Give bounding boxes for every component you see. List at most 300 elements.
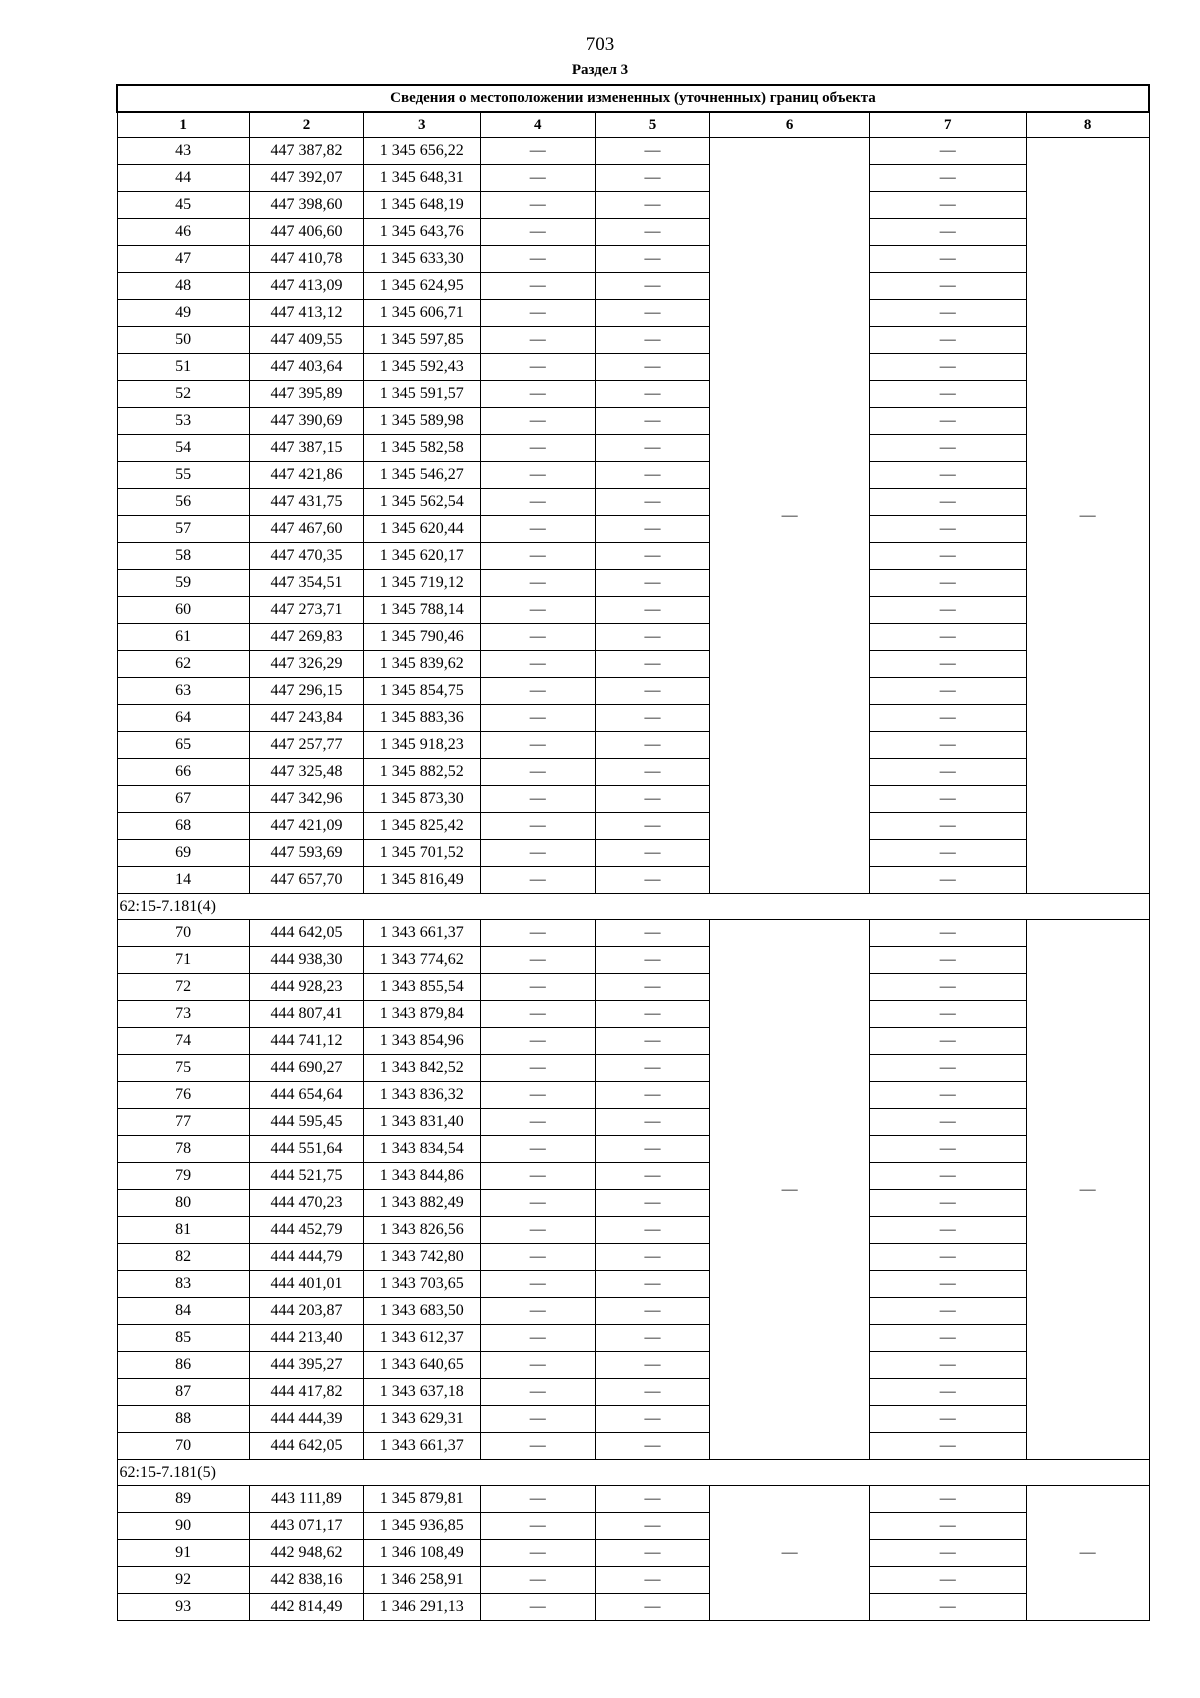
coordinate-y: 1 345 790,46	[364, 624, 480, 651]
column-5-value: —	[595, 678, 709, 705]
coordinate-x: 444 203,87	[249, 1298, 363, 1325]
coordinate-x: 444 928,23	[249, 974, 363, 1001]
point-number: 47	[117, 246, 249, 273]
column-7-value: —	[869, 219, 1026, 246]
point-number: 91	[117, 1540, 249, 1567]
column-5-value: —	[595, 813, 709, 840]
table-row	[117, 1540, 1149, 1567]
table-row	[117, 1379, 1149, 1406]
table-row	[117, 840, 1149, 867]
column-7-value: —	[869, 273, 1026, 300]
coordinate-x: 447 392,07	[249, 165, 363, 192]
point-number: 51	[117, 354, 249, 381]
coordinate-y: 1 343 637,18	[364, 1379, 480, 1406]
table-row	[117, 273, 1149, 300]
column-4-value: —	[480, 570, 595, 597]
column-5-value: —	[595, 381, 709, 408]
column-6-merged-value: —	[710, 920, 870, 1460]
column-number-row	[117, 112, 1149, 138]
column-5-value: —	[595, 947, 709, 974]
coordinate-x: 447 593,69	[249, 840, 363, 867]
coordinate-x: 447 257,77	[249, 732, 363, 759]
column-7-value: —	[869, 1082, 1026, 1109]
column-7-value: —	[869, 1325, 1026, 1352]
coordinate-x: 447 325,48	[249, 759, 363, 786]
table-row	[117, 489, 1149, 516]
coordinate-y: 1 345 648,19	[364, 192, 480, 219]
column-7-value: —	[869, 1055, 1026, 1082]
coordinate-y: 1 345 918,23	[364, 732, 480, 759]
column-5-value: —	[595, 543, 709, 570]
group-label: 62:15-7.181(4)	[117, 894, 1149, 920]
coordinate-y: 1 345 624,95	[364, 273, 480, 300]
column-5-value: —	[595, 1433, 709, 1460]
column-number-2: 2	[249, 112, 363, 138]
table-row	[117, 1486, 1149, 1513]
table-row	[117, 543, 1149, 570]
column-4-value: —	[480, 624, 595, 651]
column-4-value: —	[480, 543, 595, 570]
column-5-value: —	[595, 138, 709, 165]
column-7-value: —	[869, 435, 1026, 462]
column-5-value: —	[595, 219, 709, 246]
column-7-value: —	[869, 974, 1026, 1001]
point-number: 87	[117, 1379, 249, 1406]
column-7-value: —	[869, 1379, 1026, 1406]
table-row	[117, 1594, 1149, 1621]
table-row	[117, 651, 1149, 678]
point-number: 70	[117, 920, 249, 947]
coordinate-y: 1 343 742,80	[364, 1244, 480, 1271]
coordinate-x: 447 421,86	[249, 462, 363, 489]
coordinate-x: 447 296,15	[249, 678, 363, 705]
column-5-value: —	[595, 759, 709, 786]
table-row	[117, 1406, 1149, 1433]
column-4-value: —	[480, 597, 595, 624]
coordinate-x: 447 326,29	[249, 651, 363, 678]
coordinate-y: 1 346 291,13	[364, 1594, 480, 1621]
table-row	[117, 327, 1149, 354]
table-row	[117, 1001, 1149, 1028]
column-4-value: —	[480, 1406, 595, 1433]
column-7-value: —	[869, 1513, 1026, 1540]
column-5-value: —	[595, 974, 709, 1001]
point-number: 81	[117, 1217, 249, 1244]
column-5-value: —	[595, 1352, 709, 1379]
coordinate-y: 1 345 816,49	[364, 867, 480, 894]
column-4-value: —	[480, 840, 595, 867]
point-number: 45	[117, 192, 249, 219]
table-row	[117, 732, 1149, 759]
coordinate-x: 447 395,89	[249, 381, 363, 408]
coordinate-y: 1 345 882,52	[364, 759, 480, 786]
column-7-value: —	[869, 947, 1026, 974]
column-7-value: —	[869, 165, 1026, 192]
coordinate-y: 1 343 879,84	[364, 1001, 480, 1028]
point-number: 74	[117, 1028, 249, 1055]
column-7-value: —	[869, 462, 1026, 489]
column-4-value: —	[480, 1082, 595, 1109]
table-row	[117, 867, 1149, 894]
coordinate-x: 444 551,64	[249, 1136, 363, 1163]
column-5-value: —	[595, 354, 709, 381]
point-number: 88	[117, 1406, 249, 1433]
column-7-value: —	[869, 408, 1026, 435]
coordinate-x: 447 354,51	[249, 570, 363, 597]
column-7-value: —	[869, 138, 1026, 165]
table-row	[117, 1136, 1149, 1163]
table-row	[117, 354, 1149, 381]
coordinate-y: 1 343 844,86	[364, 1163, 480, 1190]
table-body	[117, 85, 1149, 1621]
column-4-value: —	[480, 920, 595, 947]
column-5-value: —	[595, 273, 709, 300]
coordinate-y: 1 345 620,44	[364, 516, 480, 543]
point-number: 85	[117, 1325, 249, 1352]
table-row	[117, 813, 1149, 840]
point-number: 50	[117, 327, 249, 354]
coordinate-y: 1 345 879,81	[364, 1486, 480, 1513]
column-4-value: —	[480, 1190, 595, 1217]
table-row	[117, 1325, 1149, 1352]
coordinate-x: 444 444,79	[249, 1244, 363, 1271]
column-5-value: —	[595, 651, 709, 678]
column-7-value: —	[869, 1217, 1026, 1244]
column-8-merged-value: —	[1026, 1486, 1149, 1621]
column-5-value: —	[595, 1486, 709, 1513]
coordinate-y: 1 345 825,42	[364, 813, 480, 840]
group-label-row	[117, 1460, 1149, 1486]
point-number: 86	[117, 1352, 249, 1379]
coordinate-x: 443 071,17	[249, 1513, 363, 1540]
point-number: 44	[117, 165, 249, 192]
point-number: 84	[117, 1298, 249, 1325]
column-7-value: —	[869, 597, 1026, 624]
table-row	[117, 1298, 1149, 1325]
coordinate-y: 1 343 640,65	[364, 1352, 480, 1379]
column-7-value: —	[869, 300, 1026, 327]
column-5-value: —	[595, 1190, 709, 1217]
column-7-value: —	[869, 920, 1026, 947]
column-4-value: —	[480, 1136, 595, 1163]
coordinate-y: 1 345 936,85	[364, 1513, 480, 1540]
column-7-value: —	[869, 192, 1026, 219]
column-7-value: —	[869, 1028, 1026, 1055]
column-4-value: —	[480, 246, 595, 273]
column-5-value: —	[595, 1298, 709, 1325]
column-4-value: —	[480, 327, 595, 354]
column-4-value: —	[480, 1594, 595, 1621]
point-number: 56	[117, 489, 249, 516]
column-4-value: —	[480, 408, 595, 435]
point-number: 66	[117, 759, 249, 786]
column-4-value: —	[480, 165, 595, 192]
table-row	[117, 1190, 1149, 1217]
column-4-value: —	[480, 1109, 595, 1136]
coordinate-x: 444 642,05	[249, 920, 363, 947]
coordinate-x: 444 690,27	[249, 1055, 363, 1082]
coordinate-x: 444 417,82	[249, 1379, 363, 1406]
column-7-value: —	[869, 1406, 1026, 1433]
coordinate-y: 1 345 701,52	[364, 840, 480, 867]
column-5-value: —	[595, 1055, 709, 1082]
coordinate-y: 1 343 703,65	[364, 1271, 480, 1298]
point-number: 53	[117, 408, 249, 435]
point-number: 58	[117, 543, 249, 570]
point-number: 75	[117, 1055, 249, 1082]
coordinate-x: 447 413,09	[249, 273, 363, 300]
table-row	[117, 1244, 1149, 1271]
table-row	[117, 516, 1149, 543]
column-6-merged-value: —	[710, 138, 870, 894]
column-7-value: —	[869, 1109, 1026, 1136]
table-row	[117, 759, 1149, 786]
column-8-merged-value: —	[1026, 138, 1149, 894]
coordinate-x: 447 273,71	[249, 597, 363, 624]
table-row	[117, 1217, 1149, 1244]
coordinate-x: 442 948,62	[249, 1540, 363, 1567]
column-7-value: —	[869, 1567, 1026, 1594]
column-7-value: —	[869, 1001, 1026, 1028]
coordinate-y: 1 343 831,40	[364, 1109, 480, 1136]
table-row	[117, 1271, 1149, 1298]
coordinate-y: 1 345 883,36	[364, 705, 480, 732]
group-label: 62:15-7.181(5)	[117, 1460, 1149, 1486]
column-7-value: —	[869, 1298, 1026, 1325]
column-4-value: —	[480, 300, 595, 327]
table-row	[117, 1163, 1149, 1190]
point-number: 69	[117, 840, 249, 867]
column-6-merged-value: —	[710, 1486, 870, 1621]
column-7-value: —	[869, 381, 1026, 408]
column-7-value: —	[869, 354, 1026, 381]
coordinate-x: 447 657,70	[249, 867, 363, 894]
group-label-row	[117, 894, 1149, 920]
coordinate-y: 1 343 661,37	[364, 920, 480, 947]
point-number: 64	[117, 705, 249, 732]
column-4-value: —	[480, 462, 595, 489]
coordinate-x: 444 395,27	[249, 1352, 363, 1379]
column-7-value: —	[869, 1136, 1026, 1163]
coordinate-y: 1 343 826,56	[364, 1217, 480, 1244]
column-4-value: —	[480, 1001, 595, 1028]
column-number-8: 8	[1026, 112, 1149, 138]
coordinate-y: 1 345 643,76	[364, 219, 480, 246]
column-4-value: —	[480, 1271, 595, 1298]
coordinate-y: 1 343 882,49	[364, 1190, 480, 1217]
column-5-value: —	[595, 732, 709, 759]
column-7-value: —	[869, 246, 1026, 273]
coordinate-x: 447 431,75	[249, 489, 363, 516]
coordinate-y: 1 345 562,54	[364, 489, 480, 516]
column-4-value: —	[480, 1163, 595, 1190]
column-4-value: —	[480, 435, 595, 462]
coordinate-x: 447 243,84	[249, 705, 363, 732]
coordinate-y: 1 345 839,62	[364, 651, 480, 678]
coordinate-x: 447 342,96	[249, 786, 363, 813]
column-5-value: —	[595, 1594, 709, 1621]
table-row	[117, 192, 1149, 219]
coordinate-x: 447 387,15	[249, 435, 363, 462]
table-row	[117, 597, 1149, 624]
column-7-value: —	[869, 1352, 1026, 1379]
coordinate-x: 447 413,12	[249, 300, 363, 327]
column-4-value: —	[480, 219, 595, 246]
coordinate-x: 444 213,40	[249, 1325, 363, 1352]
coordinate-y: 1 345 873,30	[364, 786, 480, 813]
column-4-value: —	[480, 1486, 595, 1513]
coordinate-y: 1 345 582,58	[364, 435, 480, 462]
point-number: 83	[117, 1271, 249, 1298]
column-4-value: —	[480, 1325, 595, 1352]
section-title: Раздел 3	[571, 62, 629, 78]
table-row	[117, 300, 1149, 327]
column-5-value: —	[595, 786, 709, 813]
coordinate-y: 1 343 629,31	[364, 1406, 480, 1433]
column-4-value: —	[480, 947, 595, 974]
column-7-value: —	[869, 1190, 1026, 1217]
coordinate-y: 1 345 788,14	[364, 597, 480, 624]
column-7-value: —	[869, 1486, 1026, 1513]
table-row	[117, 1352, 1149, 1379]
point-number: 68	[117, 813, 249, 840]
column-4-value: —	[480, 1055, 595, 1082]
column-4-value: —	[480, 1028, 595, 1055]
column-4-value: —	[480, 813, 595, 840]
coordinate-y: 1 343 683,50	[364, 1298, 480, 1325]
table-row	[117, 920, 1149, 947]
column-5-value: —	[595, 1082, 709, 1109]
column-7-value: —	[869, 678, 1026, 705]
column-5-value: —	[595, 462, 709, 489]
column-number-6: 6	[710, 112, 870, 138]
column-4-value: —	[480, 678, 595, 705]
coordinate-y: 1 343 842,52	[364, 1055, 480, 1082]
coordinate-x: 444 938,30	[249, 947, 363, 974]
point-number: 78	[117, 1136, 249, 1163]
column-7-value: —	[869, 489, 1026, 516]
column-5-value: —	[595, 840, 709, 867]
column-4-value: —	[480, 974, 595, 1001]
column-5-value: —	[595, 165, 709, 192]
point-number: 48	[117, 273, 249, 300]
coordinate-x: 444 595,45	[249, 1109, 363, 1136]
point-number: 14	[117, 867, 249, 894]
coordinate-y: 1 345 592,43	[364, 354, 480, 381]
coordinate-x: 444 521,75	[249, 1163, 363, 1190]
table-row	[117, 1513, 1149, 1540]
column-7-value: —	[869, 1540, 1026, 1567]
table-row	[117, 219, 1149, 246]
point-number: 63	[117, 678, 249, 705]
coordinate-x: 447 406,60	[249, 219, 363, 246]
column-4-value: —	[480, 354, 595, 381]
coordinate-y: 1 343 834,54	[364, 1136, 480, 1163]
column-5-value: —	[595, 1540, 709, 1567]
column-7-value: —	[869, 1271, 1026, 1298]
table-row	[117, 786, 1149, 813]
page-number: 703	[585, 34, 615, 55]
table-row	[117, 1082, 1149, 1109]
column-4-value: —	[480, 138, 595, 165]
table-caption: Сведения о местоположении измененных (уточненных) границ объекта	[117, 85, 1149, 112]
column-7-value: —	[869, 327, 1026, 354]
point-number: 43	[117, 138, 249, 165]
column-5-value: —	[595, 1109, 709, 1136]
coordinate-x: 447 467,60	[249, 516, 363, 543]
coordinate-y: 1 346 108,49	[364, 1540, 480, 1567]
table-row	[117, 678, 1149, 705]
column-number-5: 5	[595, 112, 709, 138]
coordinate-y: 1 345 597,85	[364, 327, 480, 354]
column-7-value: —	[869, 786, 1026, 813]
coordinate-x: 447 390,69	[249, 408, 363, 435]
coordinate-x: 447 387,82	[249, 138, 363, 165]
point-number: 77	[117, 1109, 249, 1136]
table-row	[117, 974, 1149, 1001]
coordinate-x: 444 807,41	[249, 1001, 363, 1028]
point-number: 49	[117, 300, 249, 327]
column-5-value: —	[595, 1513, 709, 1540]
column-4-value: —	[480, 381, 595, 408]
table-row	[117, 408, 1149, 435]
point-number: 79	[117, 1163, 249, 1190]
column-4-value: —	[480, 192, 595, 219]
column-4-value: —	[480, 1298, 595, 1325]
coordinate-y: 1 345 633,30	[364, 246, 480, 273]
column-number-1: 1	[117, 112, 249, 138]
column-7-value: —	[869, 570, 1026, 597]
coordinate-y: 1 343 661,37	[364, 1433, 480, 1460]
column-4-value: —	[480, 489, 595, 516]
coordinate-x: 447 403,64	[249, 354, 363, 381]
column-4-value: —	[480, 273, 595, 300]
point-number: 90	[117, 1513, 249, 1540]
point-number: 61	[117, 624, 249, 651]
column-5-value: —	[595, 1271, 709, 1298]
point-number: 67	[117, 786, 249, 813]
column-7-value: —	[869, 543, 1026, 570]
coordinate-x: 447 410,78	[249, 246, 363, 273]
point-number: 65	[117, 732, 249, 759]
table-row	[117, 165, 1149, 192]
column-7-value: —	[869, 1244, 1026, 1271]
point-number: 70	[117, 1433, 249, 1460]
column-7-value: —	[869, 867, 1026, 894]
coordinate-y: 1 343 855,54	[364, 974, 480, 1001]
column-5-value: —	[595, 570, 709, 597]
coordinate-x: 444 642,05	[249, 1433, 363, 1460]
column-4-value: —	[480, 1540, 595, 1567]
table-row	[117, 138, 1149, 165]
column-5-value: —	[595, 705, 709, 732]
column-5-value: —	[595, 1325, 709, 1352]
table-row	[117, 1567, 1149, 1594]
coordinate-x: 444 401,01	[249, 1271, 363, 1298]
coordinate-y: 1 345 606,71	[364, 300, 480, 327]
column-5-value: —	[595, 867, 709, 894]
column-5-value: —	[595, 1163, 709, 1190]
coordinate-x: 442 838,16	[249, 1567, 363, 1594]
coordinate-x: 444 470,23	[249, 1190, 363, 1217]
column-5-value: —	[595, 1028, 709, 1055]
column-7-value: —	[869, 651, 1026, 678]
column-4-value: —	[480, 1217, 595, 1244]
coordinate-x: 444 444,39	[249, 1406, 363, 1433]
column-5-value: —	[595, 1001, 709, 1028]
coordinate-x: 447 470,35	[249, 543, 363, 570]
column-7-value: —	[869, 516, 1026, 543]
